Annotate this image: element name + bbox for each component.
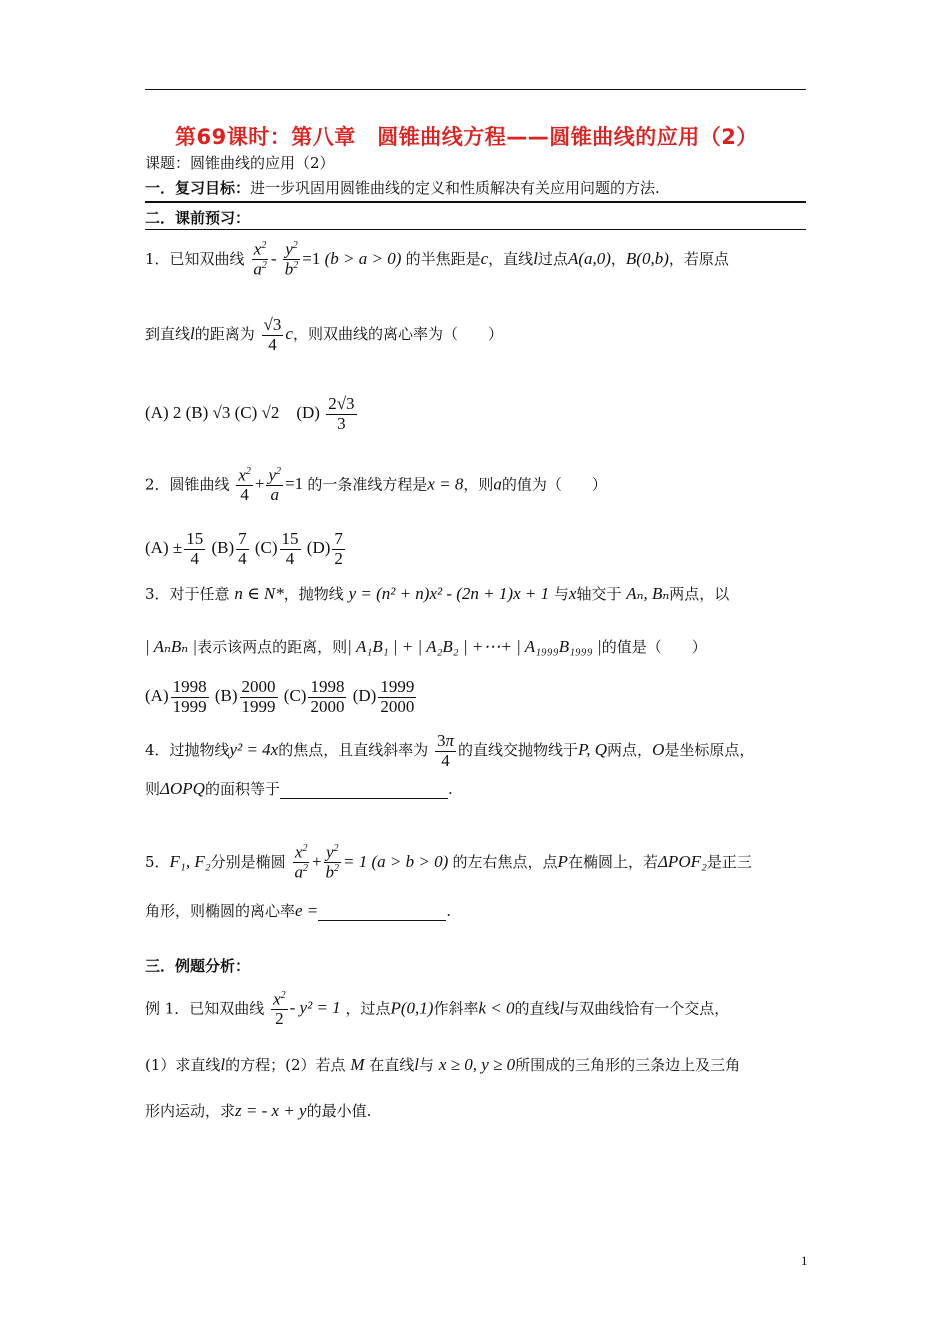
topic-line: 课题：圆锥曲线的应用（2） [145, 154, 335, 172]
lesson-title: 第69课时：第八章 圆锥曲线方程——圆锥曲线的应用（2） [175, 125, 758, 149]
section-rule-2 [145, 229, 806, 230]
conic-equation: $\frac{x^2}{4}$ + $\frac{y^2}{a}$ =1 [238, 465, 308, 505]
hyperbola-equation: $\frac{x^2}{a^2}$ - $\frac{y^2}{b^2}$ =1 (b > a > 0) [253, 239, 402, 279]
question-5-line-1: 5．F₁, F₂分别是椭圆 $\frac{x^2}{a^2}$ + $\frac{y^2}{b^2}$ = 1 (a > b > 0) 的左右焦点，点P在椭圆上，若ΔPOF₂是正三 [145, 842, 752, 882]
question-3-line-2: | AₙBₙ |表示该两点的距离，则| A₁B₁ | + | A₂B₂ | +⋯+ | A₁₉₉₉B₁₉₉₉ |的值是（ ） [145, 637, 707, 656]
ellipse-equation: $\frac{x^2}{a^2}$ + $\frac{y^2}{b^2}$ = 1 (a > b > 0) [294, 842, 449, 882]
question-2-line: 2．圆锥曲线 $\frac{x^2}{4}$ + $\frac{y^2}{a}$ =1 的一条准线方程是x = 8，则a的值为（ ） [145, 465, 607, 505]
distance-fraction: $\frac{√3}{4}$ c [263, 315, 293, 354]
answer-blank-q5[interactable] [318, 904, 446, 921]
slope-fraction: $\frac{3\pi}{4}$ [437, 731, 455, 770]
example-1-line-2: (1）求直线l的方程；(2）若点 M 在直线l与 x ≥ 0, y ≥ 0所围成的三角形的三条边上及三角 [145, 1055, 741, 1074]
question-1-line-2: 到直线l的距离为 $\frac{√3}{4}$ c，则双曲线的离心率为（ ） [145, 315, 503, 354]
question-2-options: (A) ± $\frac{15}{4}$ (B) $\frac{7}{4}$ (C) $\frac{15}{4}$ (D) $\frac{7}{2}$ [145, 529, 343, 568]
example-hyperbola: $\frac{x^2}{2}$ - y² = 1 [273, 989, 341, 1029]
question-3-line-1: 3．对于任意 n ∈ N*，抛物线 y = (n² + n)x² - (2n + 1)x + 1 与x轴交于 Aₙ, Bₙ两点，以 [145, 584, 730, 603]
example-1-line-1: 例 1．已知双曲线 $\frac{x^2}{2}$ - y² = 1 ，过点P(0,1)作斜率k < 0的直线l与双曲线恰有一个交点， [145, 989, 730, 1029]
section1-heading: 一．复习目标： [145, 179, 251, 197]
answer-blank-q4[interactable] [280, 782, 448, 799]
page-number: 1 [801, 1253, 808, 1268]
header-rule [145, 89, 806, 90]
section2-heading: 二．课前预习： [145, 209, 251, 227]
question-5-line-2: 角形，则椭圆的离心率e = . [145, 901, 452, 920]
example-1-line-3: 形内运动，求z = - x + y的最小值. [145, 1101, 372, 1120]
review-goal-line [145, 177, 660, 198]
section3-heading: 三．例题分析： [145, 957, 251, 975]
question-1-line-1: 1．已知双曲线 $\frac{x^2}{a^2}$ - $\frac{y^2}{b^2}$ =1 (b > a > 0) 的半焦距是c，直线l过点A(a,0)，B(0,b)，若原点 [145, 239, 729, 279]
question-1-options: (A) 2 (B) √3 (C) √2 (D) $\frac{2√3}{3}$ [145, 394, 355, 433]
question-3-options: (A) $\frac{1998}{1999}$ (B) $\frac{2000}{1999}$ (C) $\frac{1998}{2000}$ (D) $\frac{1999}{2000}$ [145, 677, 415, 716]
section-rule-1 [145, 201, 806, 203]
question-4-line-2: 则ΔOPQ的面积等于 . [145, 779, 453, 798]
section1-text: 进一步巩固用圆锥曲线的定义和性质解决有关应用问题的方法. [250, 179, 660, 197]
question-4-line-1: 4．过抛物线y² = 4x的焦点，且直线斜率为 $\frac{3\pi}{4}$ 的直线交抛物线于P, Q两点，O是坐标原点， [145, 731, 755, 770]
